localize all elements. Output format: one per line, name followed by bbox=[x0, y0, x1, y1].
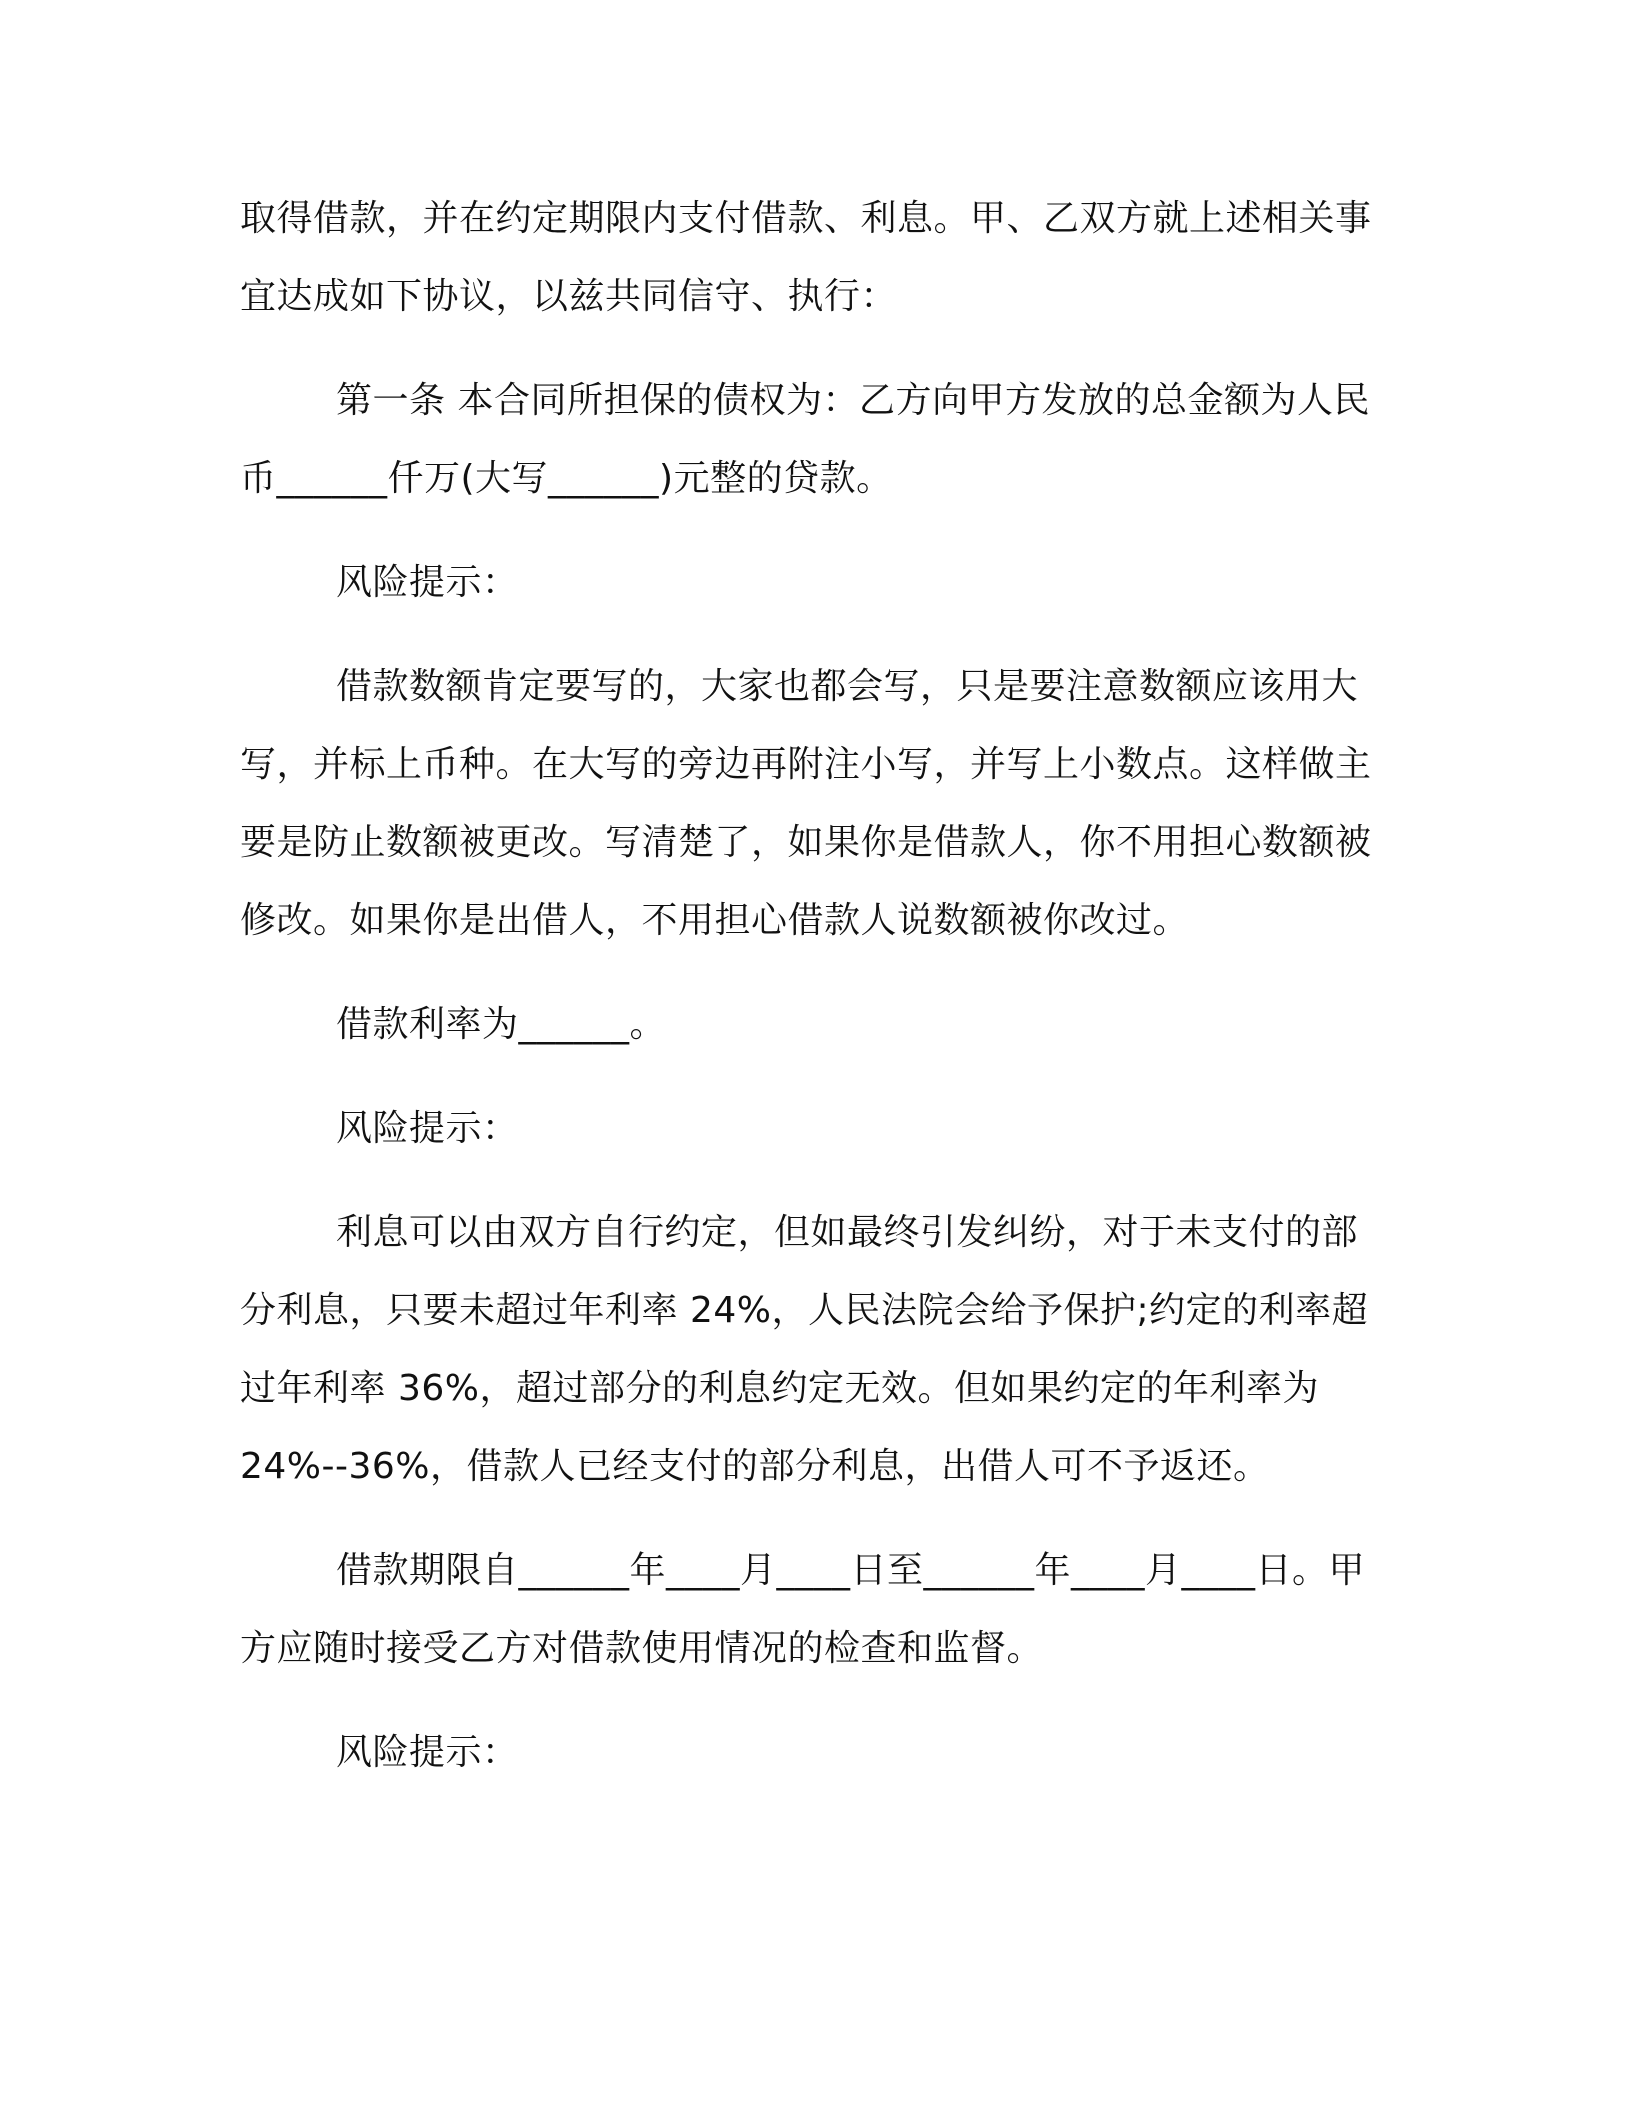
paragraph-loan-term: 借款期限自______年____月____日至______年____月____日。甲方应随时接受乙方对借款使用情况的检查和监督。 bbox=[240, 1550, 1366, 1669]
paragraph-risk-heading-1: 风险提示： bbox=[336, 562, 519, 603]
paragraph-intro-continuation: 取得借款，并在约定期限内支付借款、利息。甲、乙双方就上述相关事宜达成如下协议，以兹共同信守、执行： bbox=[240, 198, 1372, 317]
paragraph-interest-rate: 借款利率为______。 bbox=[336, 1004, 667, 1045]
document-body bbox=[240, 180, 1390, 1818]
paragraph-risk-note-interest: 利息可以由双方自行约定，但如最终引发纠纷，对于未支付的部分利息，只要未超过年利率 24%，人民法院会给予保护;约定的利率超过年利率 36%，超过部分的利息约定无效。但如果约定的年利率为 24%--36%，借款人已经支付的部分利息，出借人可不予返还。 bbox=[240, 1212, 1369, 1487]
paragraph-risk-heading-2: 风险提示： bbox=[336, 1108, 519, 1149]
paragraph-risk-note-amount: 借款数额肯定要写的，大家也都会写，只是要注意数额应该用大写，并标上币种。在大写的旁边再附注小写，并写上小数点。这样做主要是防止数额被更改。写清楚了，如果你是借款人，你不用担心数额被修改。如果你是出借人，不用担心借款人说数额被你改过。 bbox=[240, 666, 1372, 941]
paragraph-risk-heading-3: 风险提示： bbox=[336, 1732, 519, 1773]
paragraph-article-one: 第一条 本合同所担保的债权为：乙方向甲方发放的总金额为人民币______仟万(大写______)元整的贷款。 bbox=[240, 380, 1370, 499]
